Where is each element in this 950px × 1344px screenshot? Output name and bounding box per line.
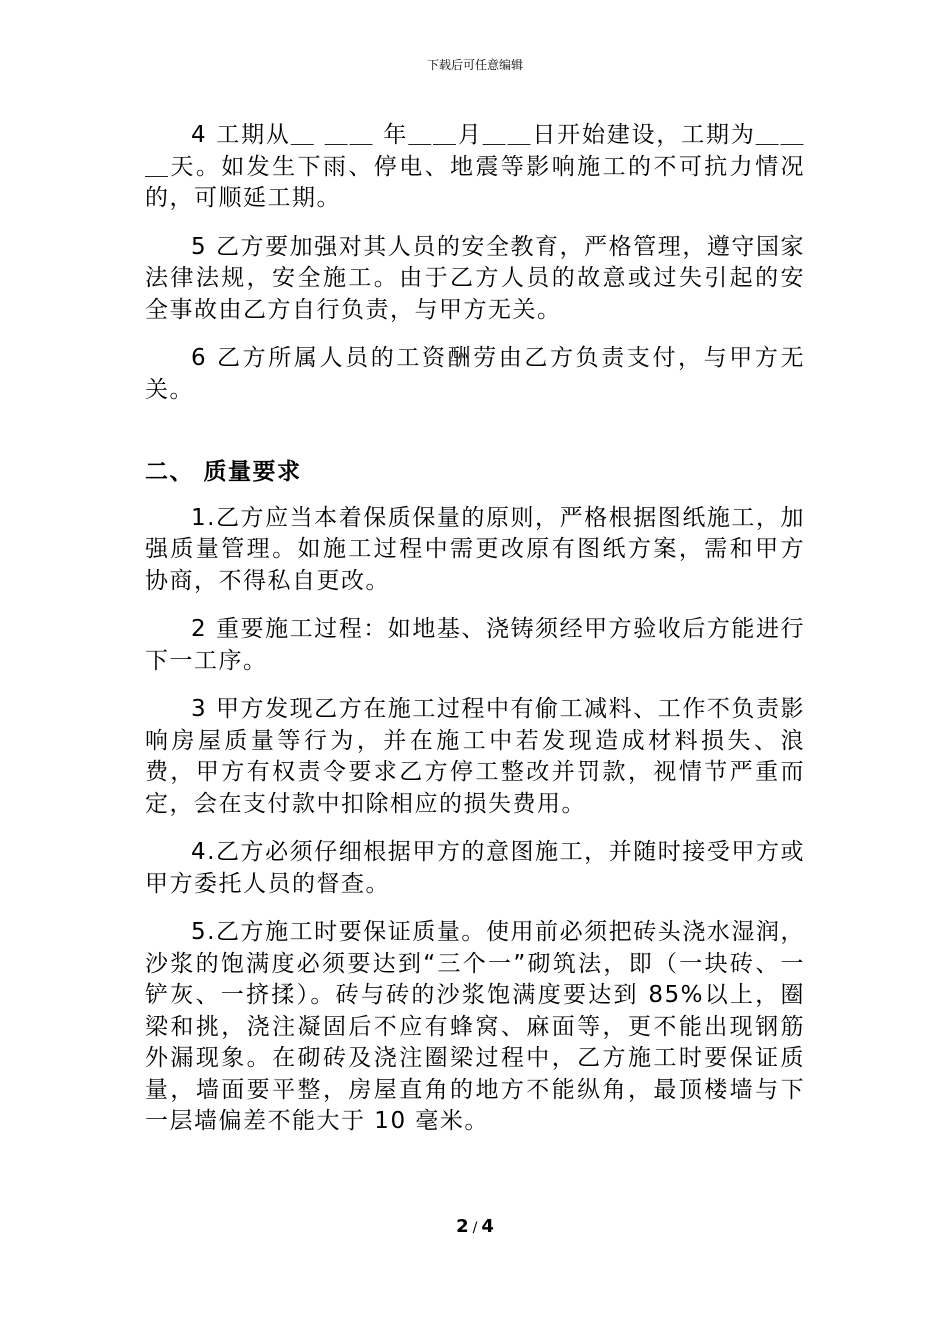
page-header: 下载后可任意编辑 <box>426 58 523 72</box>
quality-clause-3: 3 甲方发现乙方在施工过程中有偷工减料、工作不负责影响房屋质量等行为，并在施工中若发现造成材料损失、浪费，甲方有权责令要求乙方停工整改并罚款，视情节严重而定，会在支付款中扣除相应的损失费用。 <box>145 696 805 817</box>
page-separator: / <box>472 1220 478 1236</box>
total-pages: 4 <box>481 1216 494 1237</box>
current-page: 2 <box>456 1216 469 1237</box>
quality-clause-4: 4.乙方必须仔细根据甲方的意图施工，并随时接受甲方或甲方委托人员的督查。 <box>145 839 805 897</box>
clause-4-duration: 4 工期从＿ ＿＿ 年＿＿月＿＿日开始建设，工期为＿＿＿天。如发生下雨、停电、地震等影响施工的不可抗力情况的，可顺延工期。 <box>145 122 805 211</box>
document-body <box>145 120 805 1155</box>
section-heading-quality: 二、 质量要求 <box>145 459 302 485</box>
clause-6-wages: 6 乙方所属人员的工资酬劳由乙方负责支付，与甲方无关。 <box>145 345 805 403</box>
quality-clause-1: 1.乙方应当本着保质保量的原则，严格根据图纸施工，加强质量管理。如施工过程中需更改原有图纸方案，需和甲方协商，不得私自更改。 <box>145 504 805 594</box>
clause-5-safety: 5 乙方要加强对其人员的安全教育，严格管理，遵守国家法律法规，安全施工。由于乙方人员的故意或过失引起的安全事故由乙方自行负责，与甲方无关。 <box>145 233 805 323</box>
page-number <box>0 1215 950 1240</box>
quality-clause-5: 5.乙方施工时要保证质量。使用前必须把砖头浇水湿润， 沙浆的饱满度必须要达到“三个一”砌筑法，即（一块砖、一铲灰、一挤揉）。砖与砖的沙浆饱满度要达到 85%以上，圈梁和挑，浇注凝固后不应有蜂窝、麻面等，更不能出现钢筋外漏现象。在砌砖及浇注圈梁过程中，乙方施工时要保证质量，墙面要平整，房屋直角的地方不能纵角，最顶楼墙与下一层墙偏差不能大于 10 毫米。 <box>145 919 805 1134</box>
quality-clause-2: 2 重要施工过程：如地基、浇铸须经甲方验收后方能进行下一工序。 <box>145 616 805 674</box>
